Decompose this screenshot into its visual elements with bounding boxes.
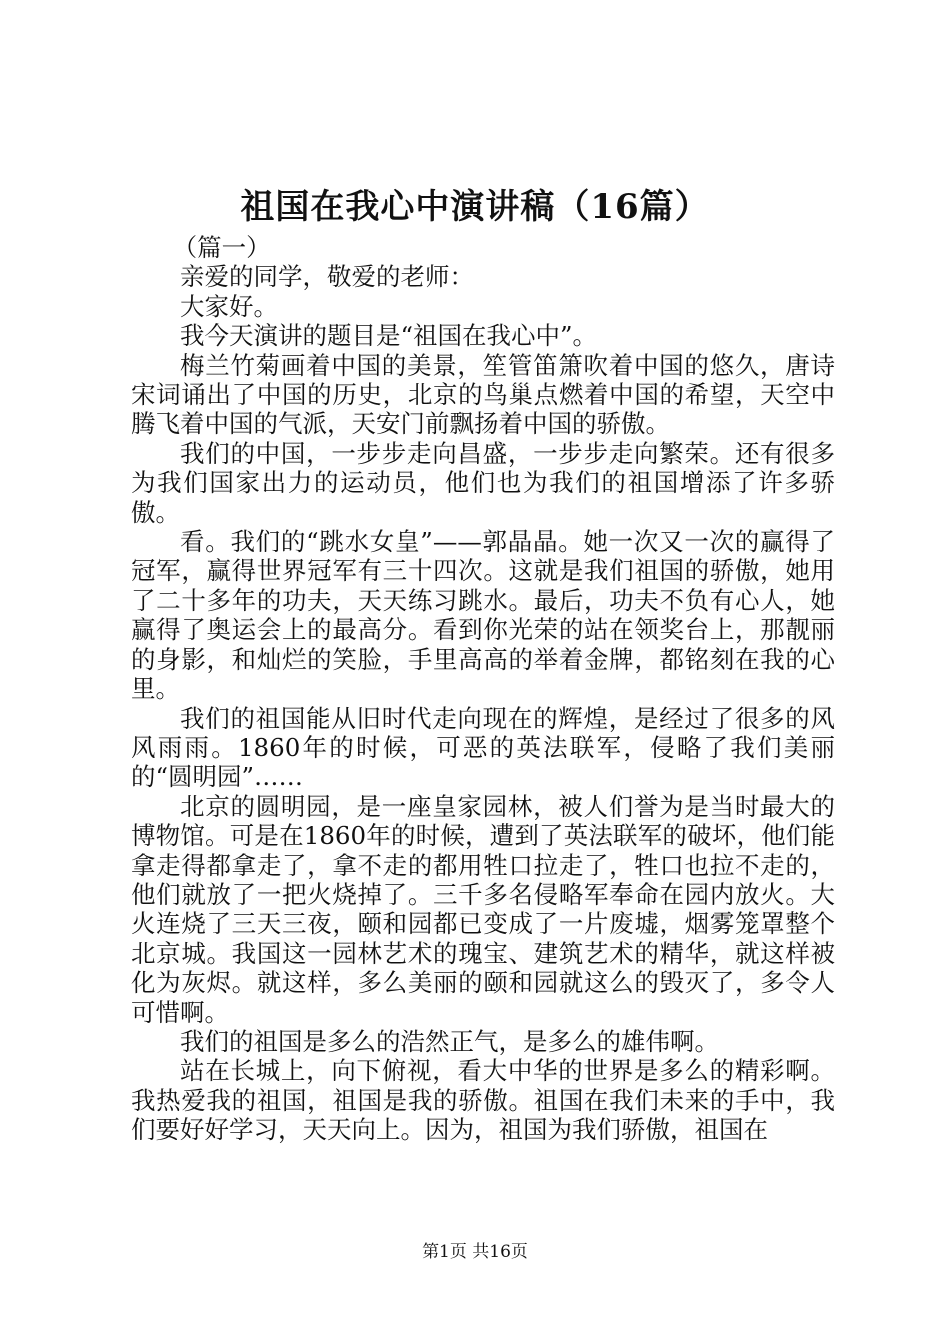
greeting-paragraph: 亲爱的同学，敬爱的老师： (180, 262, 474, 292)
section-heading: （篇一） (172, 233, 271, 262)
body-paragraph: 我们的中国，一步步走向昌盛，一步步走向繁荣。还有很多为我们国家出力的运动员，他们也为我们的祖国增添了许多骄傲。 (131, 438, 835, 527)
page-footer: 第1页 共16页 (422, 1242, 528, 1262)
document-body (131, 233, 835, 1145)
body-paragraph: 我们的祖国能从旧时代走向现在的辉煌，是经过了很多的风风雨雨。1860年的时候，可恶的英法联军，侵略了我们美丽的“圆明园”…… (131, 703, 835, 792)
body-paragraph: 看。我们的“跳水女皇”——郭晶晶。她一次又一次的赢得了冠军，赢得世界冠军有三十四次。这就是我们祖国的骄傲，她用了二十多年的功夫，天天练习跳水。最后，功夫不负有心人，她赢得了奥运会上的最高分。看到你光荣的站在领奖台上，那靓丽的身影，和灿烂的笑脸，手里高高的举着金牌，都铭刻在我的心里。 (131, 527, 835, 704)
body-paragraph: 我们的祖国是多么的浩然正气，是多么的雄伟啊。 (180, 1026, 719, 1056)
body-paragraph: 站在长城上，向下俯视，看大中华的世界是多么的精彩啊。我热爱我的祖国，祖国是我的骄傲。祖国在我们未来的手中，我们要好好学习，天天向上。因为，祖国为我们骄傲，祖国在 (131, 1056, 835, 1145)
salutation-paragraph: 大家好。 (180, 291, 278, 321)
body-paragraph: 北京的圆明园，是一座皇家园林，被人们誉为是当时最大的博物馆。可是在1860年的时候，遭到了英法联军的破坏，他们能拿走得都拿走了，拿不走的都用牲口拉走了，牲口也拉不走的，他们就放了一把火烧掉了。三千多名侵略军奉命在园内放火。大火连烧了三天三夜，颐和园都已变成了一片废墟，烟雾笼罩整个北京城。我国这一园林艺术的瑰宝、建筑艺术的精华，就这样被化为灰烬。就这样，多么美丽的颐和园就这么的毁灭了，多令人可惜啊。 (131, 791, 835, 1027)
topic-paragraph: 我今天演讲的题目是“祖国在我心中”。 (180, 321, 598, 351)
body-paragraph: 梅兰竹菊画着中国的美景，笙管笛箫吹着中国的悠久，唐诗宋词诵出了中国的历史，北京的鸟巢点燃着中国的希望，天空中腾飞着中国的气派，天安门前飘扬着中国的骄傲。 (131, 350, 835, 439)
document-title: 祖国在我心中演讲稿（16篇） (240, 187, 710, 227)
